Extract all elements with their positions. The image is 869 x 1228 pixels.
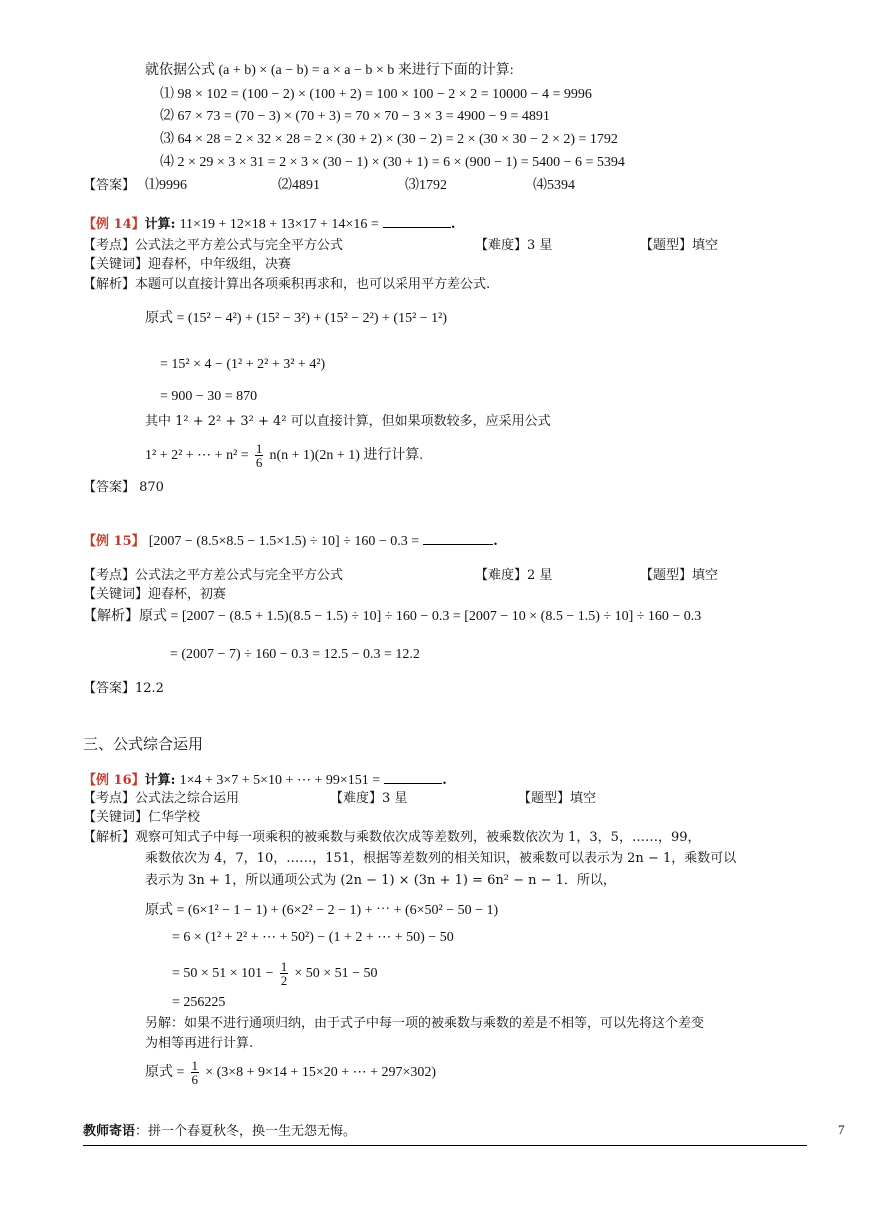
example-16-end: . xyxy=(442,773,447,788)
example-14-line-4: 其中 1² + 2² + 3² + 4² 可以直接计算，但如果项数较多，应采用公式 xyxy=(145,414,551,429)
example-16-alt-3 xyxy=(145,1055,436,1091)
example-16-jiexi-2: 乘数依次为 4，7，10，……，151，根据等差数列的相关知识，被乘数可以表示为 2n − 1，乘数可以 xyxy=(145,851,737,866)
footer-text: ：拼一个春夏秋冬，换一生无怨无悔。 xyxy=(135,1124,357,1139)
example-16-step-1: 原式 = (6×1² − 1 − 1) + (6×2² − 2 − 1) + ⋯ + (6×50² − 50 − 1) xyxy=(145,903,499,918)
example-14-keywords: 【关键词】迎春杯，中年级组，决赛 xyxy=(83,257,292,272)
footer-label: 教师寄语 xyxy=(83,1124,136,1139)
answer-label: 【答案】 xyxy=(83,178,136,193)
fraction-one-half xyxy=(280,960,289,987)
example-16-nandu: 【难度】3 星 xyxy=(330,791,408,806)
fraction-one-sixth-alt xyxy=(191,1059,200,1086)
example-16-keywords: 【关键词】仁华学校 xyxy=(83,810,201,825)
calc-step-1: ⑴ 98 × 102 = (100 − 2) × (100 + 2) = 100 × 100 − 2 × 2 = 10000 − 4 = 9996 xyxy=(160,87,592,102)
example-15-expr: [2007 − (8.5×8.5 − 1.5×1.5) ÷ 10] ÷ 160 − 0.3 = xyxy=(148,534,420,549)
alt-3-right: × (3×8 + 9×14 + 15×20 + ⋯ + 297×302) xyxy=(205,1065,437,1080)
fraction-denominator: 6 xyxy=(255,455,263,470)
example-14-calc: 计算: xyxy=(144,217,176,232)
example-14-line-5 xyxy=(145,438,423,474)
answer-1: ⑴9996 xyxy=(145,178,187,193)
fraction-denominator: 2 xyxy=(280,973,288,988)
step-3-left: = 50 × 51 × 101 − xyxy=(172,966,274,981)
example-16-blank xyxy=(384,771,442,784)
example-16-alt-1: 另解：如果不进行通项归纳，由于式子中每一项的被乘数与乘数的差是不相等，可以先将这个差变 xyxy=(145,1016,705,1031)
example-15-nandu: 【难度】2 星 xyxy=(475,568,553,583)
example-14-jiexi: 【解析】本题可以直接计算出各项乘积再求和，也可以采用平方差公式. xyxy=(83,277,491,292)
example-15-tag: 【例 15】 xyxy=(83,534,145,549)
example-16-kaodian: 【考点】公式法之综合运用 xyxy=(83,791,240,806)
answer-4: ⑷5394 xyxy=(533,178,575,193)
example-16-step-4: = 256225 xyxy=(172,995,226,1010)
example-14-expr: 11×19 + 12×18 + 13×17 + 14×16 = xyxy=(179,217,379,232)
example-16-alt-2: 为相等再进行计算. xyxy=(145,1036,254,1051)
example-16-step-2: = 6 × (1² + 2² + ⋯ + 50²) − (1 + 2 + ⋯ + 50) − 50 xyxy=(172,930,454,945)
fraction-numerator: 1 xyxy=(191,1058,199,1073)
example-15-heading xyxy=(83,532,498,551)
example-15-line-1: 【解析】原式 = [2007 − (8.5 + 1.5)(8.5 − 1.5) ÷ 10] ÷ 160 − 0.3 = [2007 − 10 × (8.5 − 1.5) ÷ 10] ÷ 160 − 0.3 xyxy=(83,609,702,624)
example-14-line-1: 原式 = (15² − 4²) + (15² − 3²) + (15² − 2²) + (15² − 1²) xyxy=(145,311,448,326)
footer-motto xyxy=(83,1123,356,1141)
sum-of-squares-left: 1² + 2² + ⋯ + n² = xyxy=(145,448,249,463)
calc-step-2: ⑵ 67 × 73 = (70 − 3) × (70 + 3) = 70 × 70 − 3 × 3 = 4900 − 9 = 4891 xyxy=(160,109,550,124)
example-14-nandu: 【难度】3 星 xyxy=(475,238,553,253)
calc-step-4: ⑷ 2 × 29 × 3 × 31 = 2 × 3 × (30 − 1) × (30 + 1) = 6 × (900 − 1) = 5400 − 6 = 5394 xyxy=(160,155,625,170)
section-3-title: 三、公式综合运用 xyxy=(83,735,204,753)
example-16-tixing: 【题型】填空 xyxy=(518,791,597,806)
example-16-heading xyxy=(83,771,447,790)
alt-3-left: 原式 = xyxy=(145,1065,185,1080)
example-15-answer: 【答案】12.2 xyxy=(83,681,164,696)
answer-3: ⑶1792 xyxy=(405,178,447,193)
example-16-jiexi-1: 【解析】观察可知式子中每一项乘积的被乘数与乘数依次成等差数列，被乘数依次为 1，3，5，……，99， xyxy=(83,830,701,845)
footer-rule xyxy=(83,1145,807,1146)
example-14-tag: 【例 14】 xyxy=(83,217,145,232)
fraction-numerator: 1 xyxy=(255,441,263,456)
page-number: 7 xyxy=(838,1122,845,1137)
example-14-line-2: = 15² × 4 − (1² + 2² + 3² + 4²) xyxy=(160,357,326,372)
example-15-end: . xyxy=(493,534,498,549)
example-14-answer: 【答案】 870 xyxy=(83,480,164,495)
example-14-tixing: 【题型】填空 xyxy=(640,238,719,253)
example-16-jiexi-3: 表示为 3n + 1，所以通项公式为 (2n − 1) × (3n + 1) = 6n² − n − 1．所以， xyxy=(145,873,616,888)
example-15-kaodian: 【考点】公式法之平方差公式与完全平方公式 xyxy=(83,568,344,583)
example-16-calc: 计算: xyxy=(144,773,176,788)
fraction-denominator: 6 xyxy=(191,1072,199,1087)
formula-intro: 就依据公式 (a + b) × (a − b) = a × a − b × b 来进行下面的计算: xyxy=(145,63,514,78)
example-14-line-3: = 900 − 30 = 870 xyxy=(160,389,258,404)
step-3-right: × 50 × 51 − 50 xyxy=(294,966,378,981)
example-15-line-2: = (2007 − 7) ÷ 160 − 0.3 = 12.5 − 0.3 = 12.2 xyxy=(170,647,420,662)
example-15-tixing: 【题型】填空 xyxy=(640,568,719,583)
example-15-blank xyxy=(423,532,493,545)
fraction-numerator: 1 xyxy=(280,959,288,974)
example-14-end: . xyxy=(450,217,456,232)
fraction-one-sixth xyxy=(255,442,264,469)
example-14-heading xyxy=(83,215,455,234)
example-14-kaodian: 【考点】公式法之平方差公式与完全平方公式 xyxy=(83,238,344,253)
example-16-expr: 1×4 + 3×7 + 5×10 + ⋯ + 99×151 = xyxy=(179,773,381,788)
example-16-step-3 xyxy=(172,956,378,992)
sum-of-squares-right: n(n + 1)(2n + 1) 进行计算. xyxy=(269,448,423,463)
example-14-blank xyxy=(383,215,451,228)
example-16-tag: 【例 16】 xyxy=(83,773,145,788)
answer-2: ⑵4891 xyxy=(278,178,320,193)
example-15-keywords: 【关键词】迎春杯，初赛 xyxy=(83,587,227,602)
calc-step-3: ⑶ 64 × 28 = 2 × 32 × 28 = 2 × (30 + 2) × (30 − 2) = 2 × (30 × 30 − 2 × 2) = 1792 xyxy=(160,132,618,147)
